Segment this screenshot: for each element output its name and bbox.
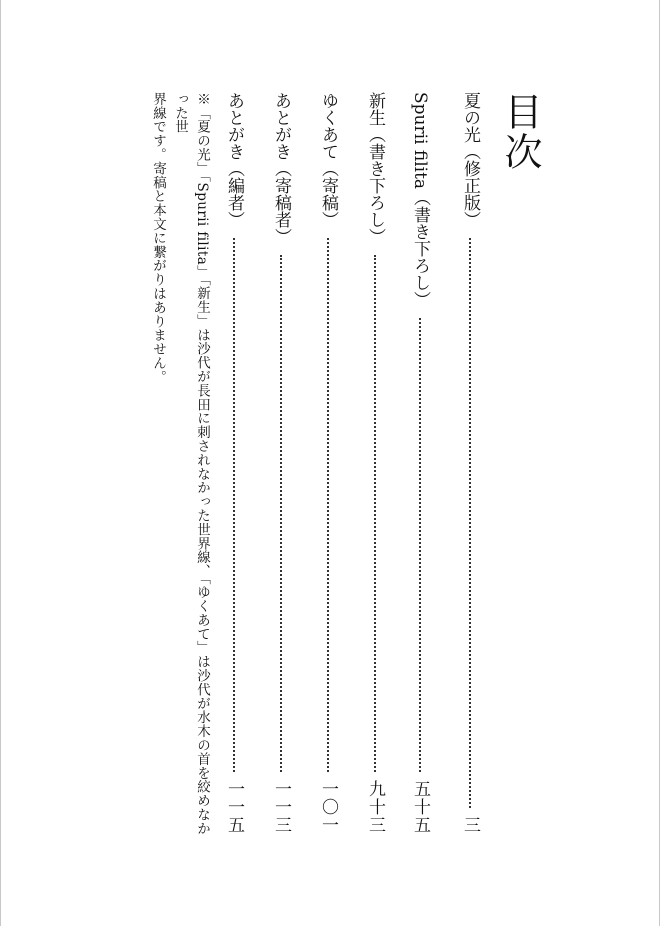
- toc-entry: [221, 92, 247, 834]
- toc-entry-title: ゆくあて（寄稿）: [318, 92, 338, 228]
- toc-entry: [315, 92, 341, 834]
- dot-leader: [469, 238, 471, 808]
- dot-leader: [327, 238, 329, 772]
- toc-entry-page: 五十五: [410, 780, 430, 834]
- toc-entry-page: 一一五: [224, 780, 244, 834]
- footnote-line: 界線です。寄稿と本文に繋がりはありません。: [150, 92, 166, 384]
- toc-entry-title: 新生（書き下ろし）: [365, 92, 385, 245]
- toc-entry: [362, 92, 388, 834]
- toc-entry-page: 三: [460, 816, 480, 834]
- toc-entry: [268, 92, 294, 834]
- page-title: 目次: [498, 92, 542, 172]
- toc-entry: [407, 92, 433, 834]
- toc-entry-title: あとがき（編者）: [224, 92, 244, 228]
- footnote-line: ※「夏の光」「Spurii filita」「新生」は沙代が長田に刺されなかった世界線、「ゆくあて」は沙代が水木の首を絞めなかった世: [172, 92, 210, 836]
- toc-entry-page: 一〇一: [318, 780, 338, 834]
- dot-leader: [233, 238, 235, 772]
- toc-entry-page: 九十三: [365, 780, 385, 834]
- toc-entry: [457, 92, 483, 834]
- toc-entry-title: あとがき（寄稿者）: [271, 92, 291, 245]
- toc-entry-title: Spurii filita（書き下ろし）: [410, 92, 430, 309]
- dot-leader: [419, 318, 421, 772]
- dot-leader: [280, 255, 282, 772]
- dot-leader: [374, 255, 376, 772]
- toc-entry-page: 一一三: [271, 780, 291, 834]
- toc-entry-title: 夏の光（修正版）: [460, 92, 480, 228]
